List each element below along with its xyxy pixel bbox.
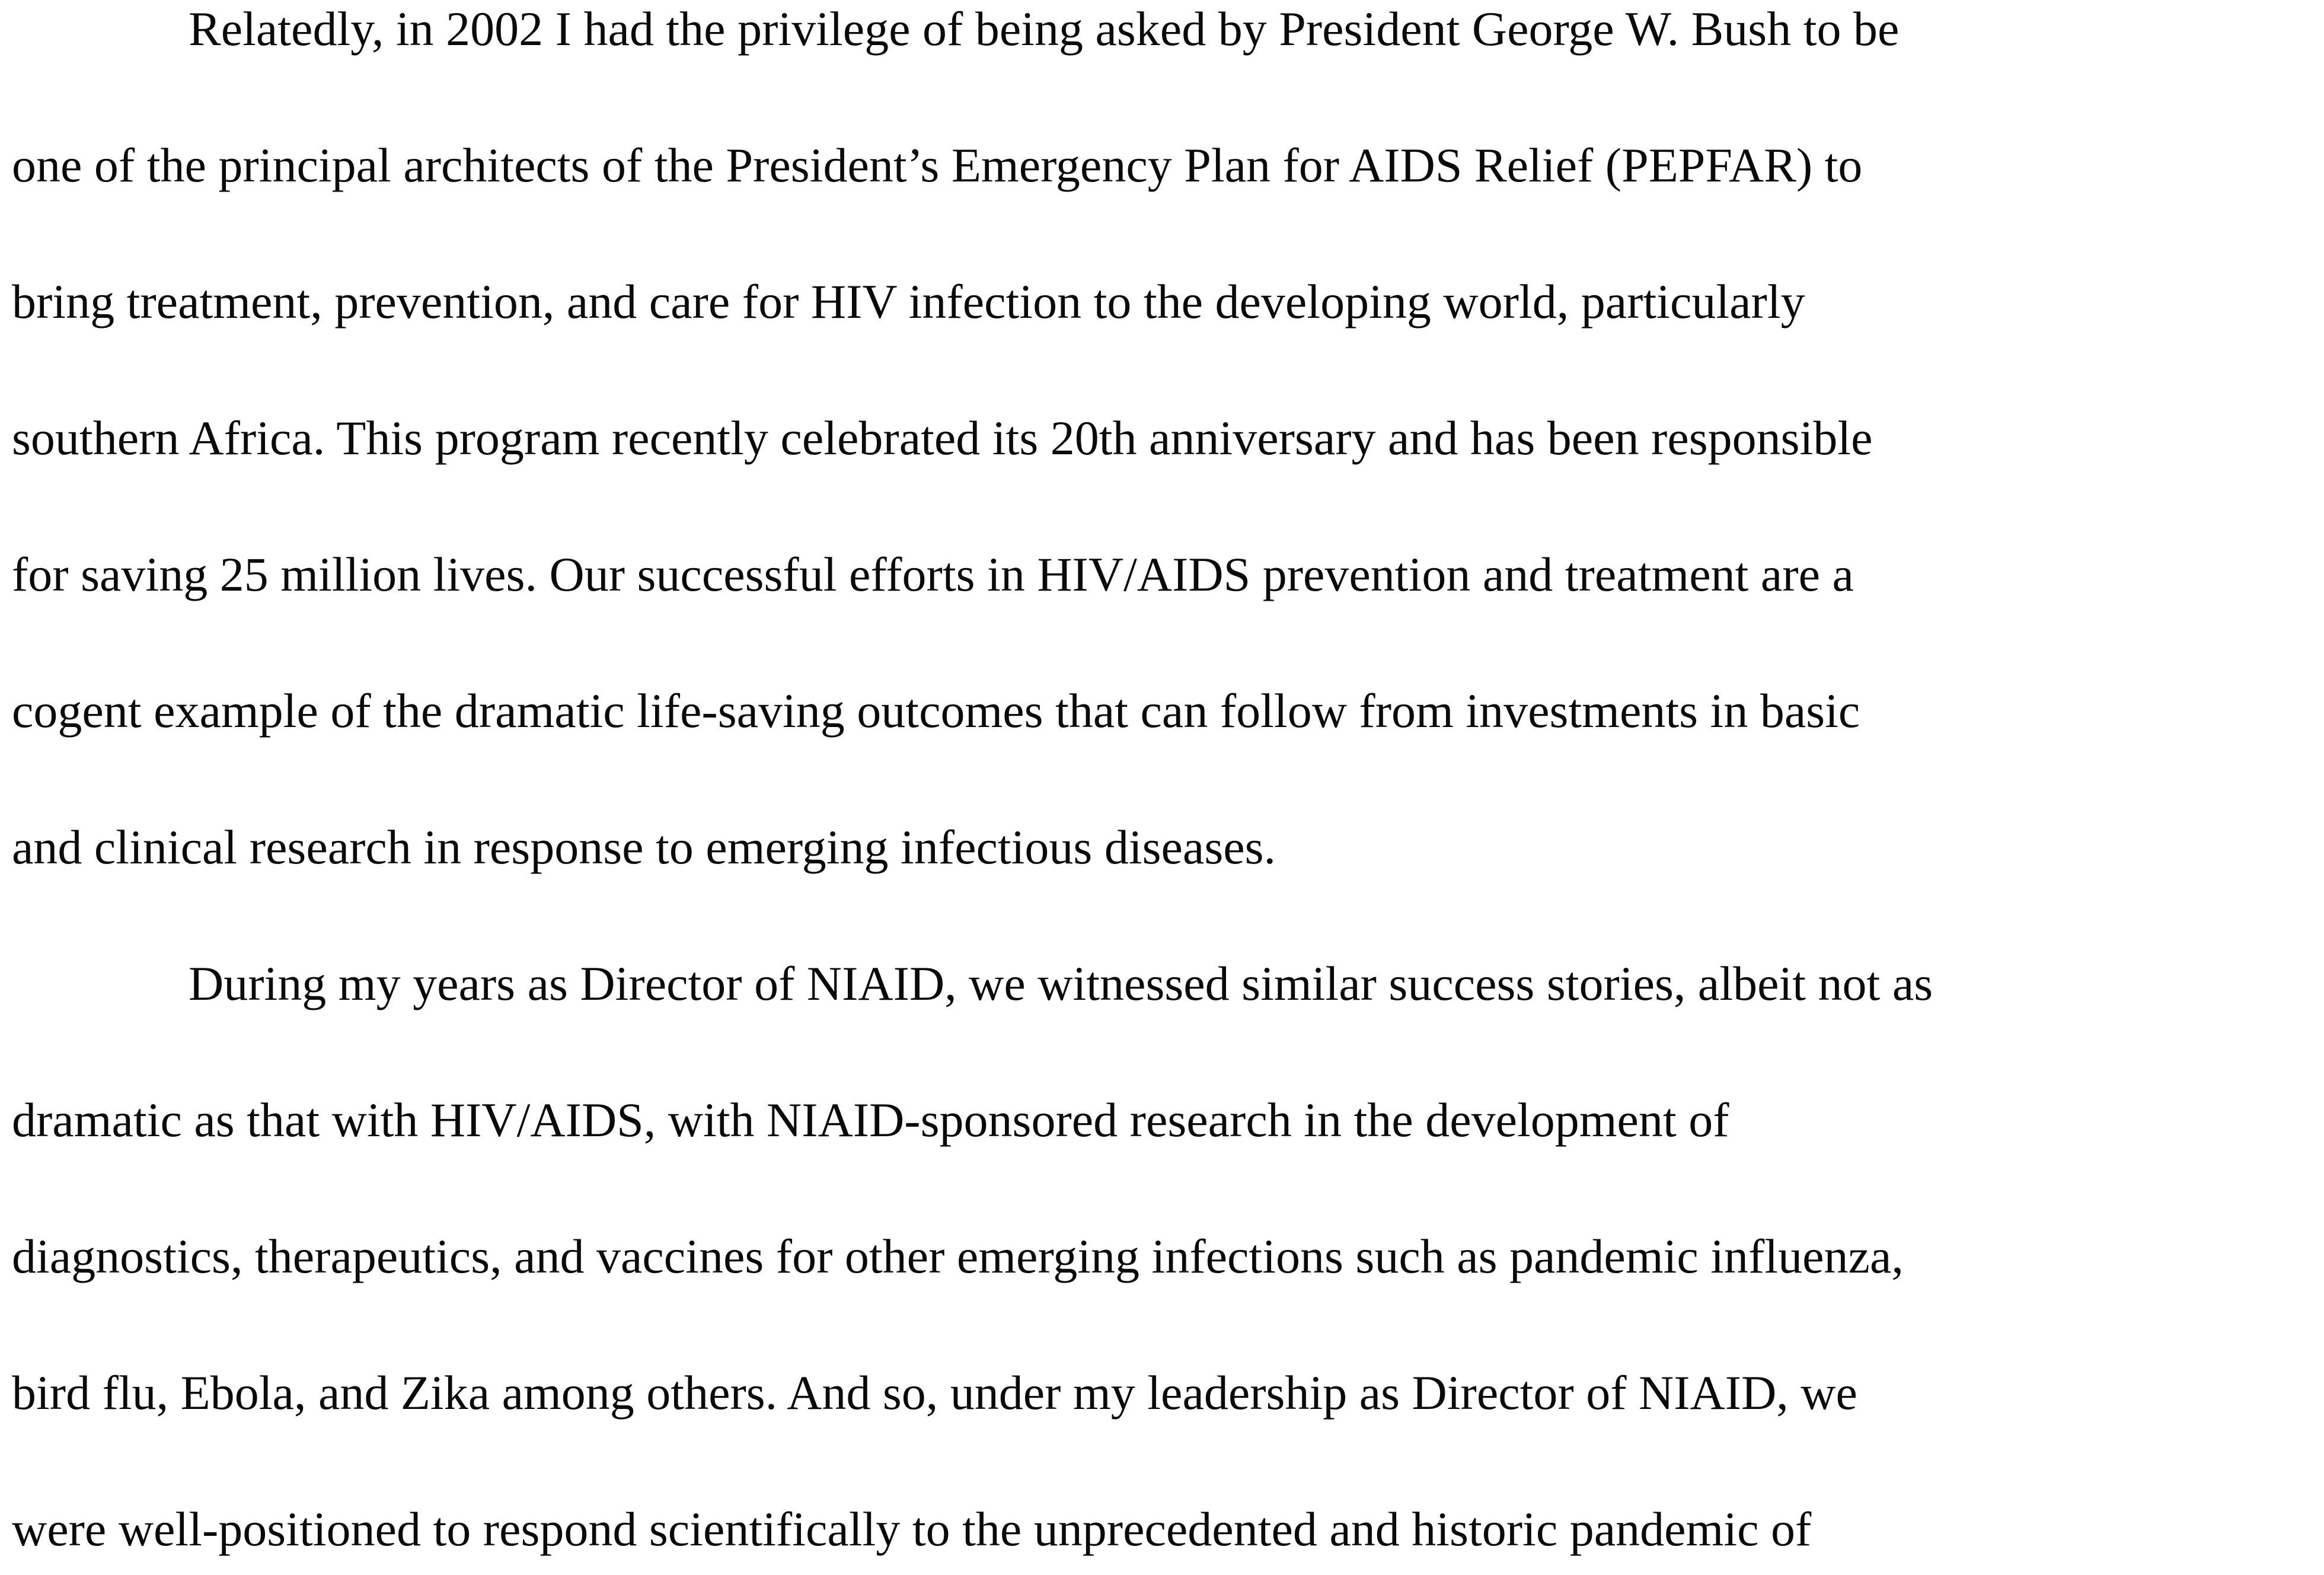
text-line: diagnostics, therapeutics, and vaccines for other emerging infections such as pandemic influenza, <box>12 1229 1904 1283</box>
text-line: and clinical research in response to emerging infectious diseases. <box>12 820 1276 874</box>
text-line: During my years as Director of NIAID, we witnessed similar success stories, albeit not as <box>189 957 1933 1010</box>
text-line: southern Africa. This program recently celebrated its 20th anniversary and has been responsible <box>12 411 1873 465</box>
text-line: were well-positioned to respond scientifically to the unprecedented and historic pandemic of <box>12 1502 1812 1556</box>
text-line: dramatic as that with HIV/AIDS, with NIAID-sponsored research in the development of <box>12 1093 1729 1147</box>
text-line: Relatedly, in 2002 I had the privilege of being asked by President George W. Bush to be <box>189 2 1900 56</box>
text-line: one of the principal architects of the President’s Emergency Plan for AIDS Relief (PEPFAR) to <box>12 138 1863 192</box>
text-line: bird flu, Ebola, and Zika among others. And so, under my leadership as Director of NIAID, we <box>12 1366 1857 1420</box>
text-line: bring treatment, prevention, and care for HIV infection to the developing world, particularly <box>12 275 1805 329</box>
text-line: for saving 25 million lives. Our successful efforts in HIV/AIDS prevention and treatment are a <box>12 547 1854 601</box>
text-line: cogent example of the dramatic life-saving outcomes that can follow from investments in basic <box>12 684 1860 738</box>
